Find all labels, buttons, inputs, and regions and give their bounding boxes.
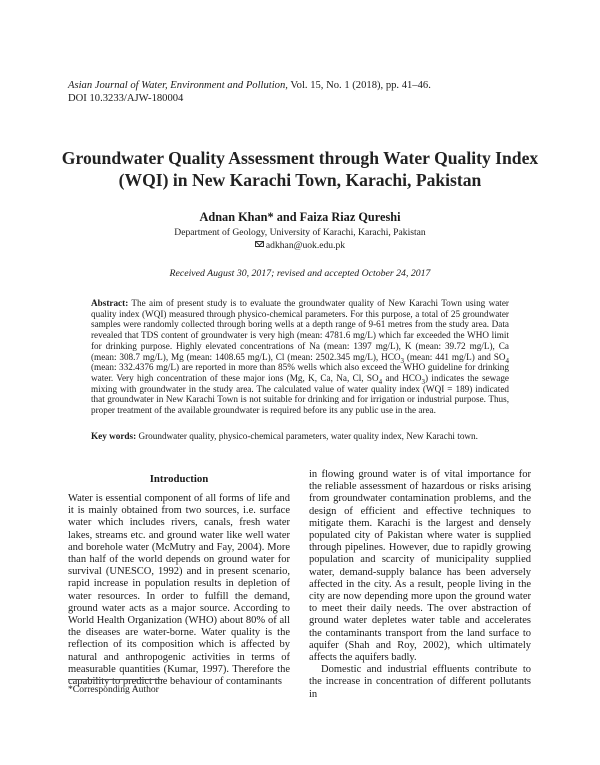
- abstract-label: Abstract:: [91, 298, 129, 308]
- abstract-text-2: (mean: 441 mg/L) and SO: [403, 351, 506, 362]
- journal-name: Asian Journal of Water, Environment and Pollution,: [68, 80, 288, 91]
- right-column: [309, 469, 531, 701]
- abstract-sub-2: 4: [505, 356, 509, 365]
- intro-paragraph-2: Domestic and industrial effluents contribute to the increase in concentration of different pollutants in: [309, 664, 531, 700]
- abstract-text-3: (mean: 332.4376 mg/L) are reported in more than 85% wells which also exceed the WHO guideline for drinking water. Very high concentration of these major ions (Mg, K, Ca, Na, Cl, SO: [91, 362, 509, 383]
- intro-paragraph-1: Water is essential component of all forms of life and it is mainly obtained from two sources, i.e. surface water which includes rivers, canals, fresh water lakes, streams etc. and ground water like well water and borehole water (McMutry and Fay, 2004). More than half of the world depends on ground water for survival (UNESCO, 1992) and in present scenario, rapid increase in population results in depletion of water resources. In order to fulfill the demand, ground water acts as a major source. According to World Health Organization (WHO) about 80% of all the diseases are water-borne. Water quality is the reflection of its composition which is affected by natural and anthropogenic activities in terms of measurable quantities (Kumar, 1997). Therefore the capability to predict the behaviour of contaminants: [68, 493, 290, 688]
- abstract-sub-4: 3: [421, 377, 425, 386]
- authors: Adnan Khan* and Faiza Riaz Qureshi: [199, 210, 401, 224]
- abstract-sub-1: 3: [400, 356, 404, 365]
- doi[interactable]: DOI 10.3233/AJW-180004: [68, 93, 184, 105]
- footnote: *Corresponding Author: [68, 684, 159, 695]
- abstract-text-1: The aim of present study is to evaluate the groundwater quality of New Karachi Town using water quality index (WQI) measured through physico-chemical parameters. For this purpose, a total of 25 groundwater samples were randomly collected through boring wells at a depth range of 9-61 metres from the study area. Data revealed that TDS content of groundwater is very high (mean: 4781.6 mg/L) which far exceeded the WHO limit for drinking purpose. Highly elevated concentrations of Na (mean: 1397 mg/L), K (mean: 39.72 mg/L), Ca (mean: 308.7 mg/L), Mg (mean: 1408.65 mg/L), Cl (mean: 2502.345 mg/L), HCO: [91, 298, 509, 362]
- journal-header: [68, 79, 538, 105]
- footnote-divider: [68, 679, 163, 680]
- abstract: [91, 298, 509, 416]
- keywords-text: Groundwater quality, physico-chemical parameters, water quality index, New Karachi town.: [136, 431, 478, 441]
- abstract-text-5: ) indicates the sewage mixing with groundwater in the study area. The calculated value of water quality index (WQI = 189) indicated that groundwater in New Karachi Town is not suitable for drinking and for irrigation or industrial purpose. Thus, proper treatment of the available groundwater is required before its any public use in the area.: [91, 372, 509, 416]
- intro-paragraph-1-cont: in flowing ground water is of vital importance for the reliable assessment of hazardous or risks arising from groundwater contamination problems, and the design of efficient and effective techniques to mitigate them. Karachi is the largest and densely populated city of Pakistan where water is supplied through pipelines. However, due to rapidly growing population and scarcity of municipality supplied water, demand-supply balance has been adversely affected in the city. As a result, people living in the city are now depending more upon the ground water to meet their daily needs. The over abstraction of ground water depletes water table and accelerates the contaminants transport from the land surface to aquifer (Shah and Roy, 2002), which ultimately affects the aquifers badly.: [309, 469, 531, 664]
- abstract-sub-3: 4: [378, 377, 383, 386]
- left-column: [68, 493, 290, 688]
- email-line: [0, 240, 600, 251]
- affiliation: Department of Geology, University of Karachi, Karachi, Pakistan: [174, 227, 426, 238]
- article-title: Groundwater Quality Assessment through Water Quality Index (WQI) in New Karachi Town, Karachi, Pakistan: [61, 148, 539, 190]
- author-email[interactable]: adkhan@uok.edu.pk: [265, 240, 346, 251]
- journal-citation: [68, 79, 538, 92]
- received-dates: Received August 30, 2017; revised and accepted October 24, 2017: [169, 268, 431, 279]
- abstract-text-4: and HCO: [382, 372, 422, 383]
- introduction-heading: Introduction: [149, 473, 209, 485]
- keywords: [91, 431, 509, 442]
- keywords-label: Key words:: [91, 431, 137, 441]
- volume-pages: Vol. 15, No. 1 (2018), pp. 41–46.: [287, 80, 431, 91]
- envelope-icon: [255, 241, 264, 247]
